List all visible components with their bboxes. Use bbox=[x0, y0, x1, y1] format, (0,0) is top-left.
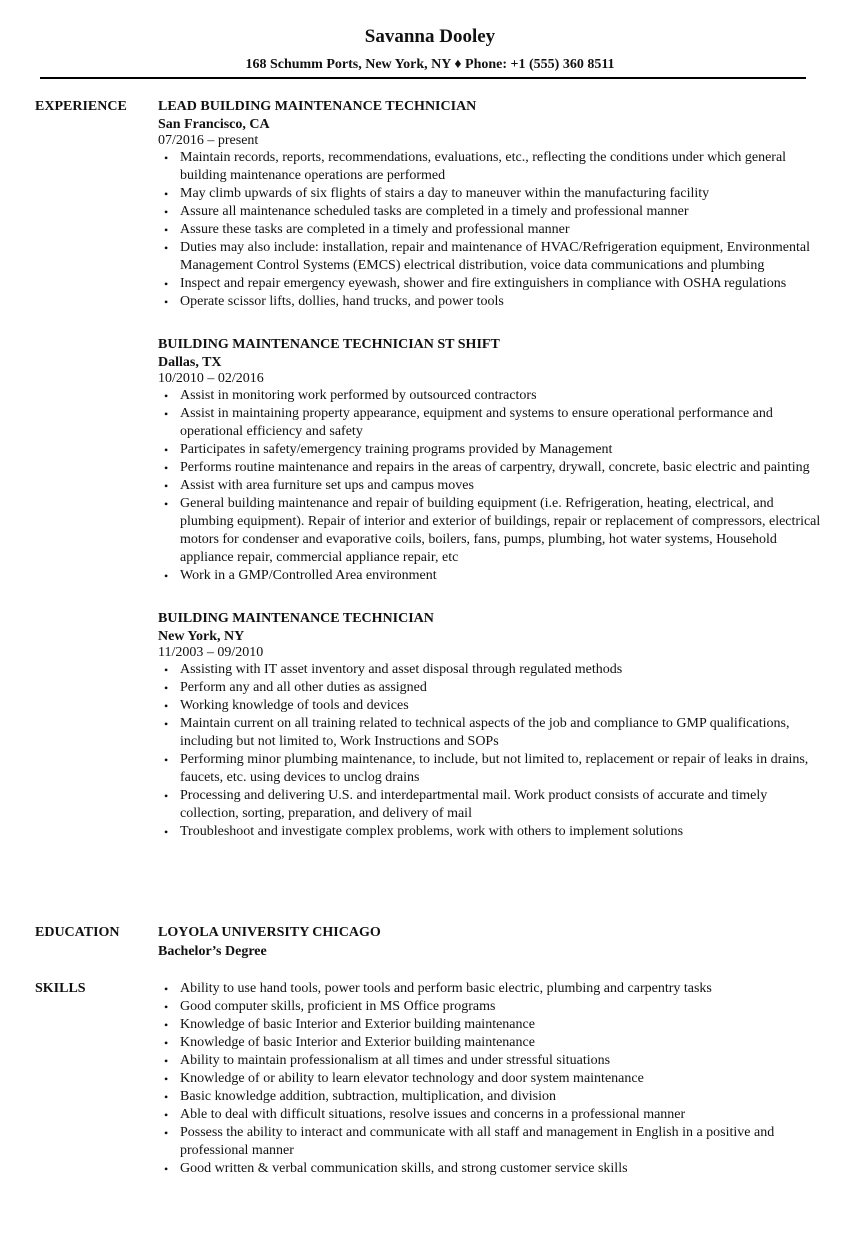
list-item: • Good written & verbal communication skills, and strong customer service skills bbox=[158, 1160, 825, 1178]
job-bullets bbox=[158, 387, 825, 585]
job-entry bbox=[158, 335, 825, 585]
list-item: • Ability to maintain professionalism at all times and under stressful situations bbox=[158, 1052, 825, 1070]
section-label-experience: EXPERIENCE bbox=[35, 99, 127, 114]
job-dates: 10/2010 – 02/2016 bbox=[158, 371, 264, 386]
list-item: • Performs routine maintenance and repairs in the areas of carpentry, drywall, concrete, basic electric and painting bbox=[158, 459, 825, 477]
list-item: • Assure these tasks are completed in a timely and professional manner bbox=[158, 221, 825, 239]
list-item: • Assist with area furniture set ups and campus moves bbox=[158, 477, 825, 495]
list-item: • Basic knowledge addition, subtraction, multiplication, and division bbox=[158, 1088, 825, 1106]
list-item: • Operate scissor lifts, dollies, hand trucks, and power tools bbox=[158, 293, 825, 311]
list-item: • Inspect and repair emergency eyewash, shower and fire extinguishers in compliance with OSHA regulations bbox=[158, 275, 825, 293]
job-title: BUILDING MAINTENANCE TECHNICIAN ST SHIFT bbox=[158, 337, 500, 352]
skills-list bbox=[158, 980, 825, 1178]
list-item: • General building maintenance and repair of building equipment (i.e. Refrigeration, heating, electrical, and plumbing equipment). Repair of interior and exterior of buildings, repair or replacement of compressors, electrical motors for condenser and evaporative coils, boilers, fans, pumps, plumbing, hot water systems, Household appliance repair, commercial appliance repair, etc bbox=[158, 495, 825, 567]
list-item: • Maintain records, reports, recommendations, evaluations, etc., reflecting the conditions under which general building maintenance operations are performed bbox=[158, 149, 825, 185]
list-item: • Working knowledge of tools and devices bbox=[158, 697, 825, 715]
list-item: • Assist in monitoring work performed by outsourced contractors bbox=[158, 387, 825, 405]
job-list bbox=[158, 97, 825, 841]
job-bullets bbox=[158, 661, 825, 841]
list-item: • Ability to use hand tools, power tools and perform basic electric, plumbing and carpentry tasks bbox=[158, 980, 825, 998]
job-location: Dallas, TX bbox=[158, 355, 222, 370]
list-item: • Troubleshoot and investigate complex problems, work with others to implement solutions bbox=[158, 823, 825, 841]
list-item: • May climb upwards of six flights of stairs a day to maneuver within the manufacturing facility bbox=[158, 185, 825, 203]
list-item: • Maintain current on all training related to technical aspects of the job and compliance to GMP qualifications, including but not limited to, Work Instructions and SOPs bbox=[158, 715, 825, 751]
list-item: • Performing minor plumbing maintenance, to include, but not limited to, replacement or repair of leaks in drains, faucets, etc. using devices to unclog drains bbox=[158, 751, 825, 787]
job-dates: 07/2016 – present bbox=[158, 133, 259, 148]
list-item: • Duties may also include: installation, repair and maintenance of HVAC/Refrigeration equipment, Environmental Management Control Systems (EMCS) electrical distribution, voice data communications and plumbing bbox=[158, 239, 825, 275]
job-title: LEAD BUILDING MAINTENANCE TECHNICIAN bbox=[158, 99, 477, 114]
education-section bbox=[35, 923, 825, 961]
section-label-skills: SKILLS bbox=[35, 981, 86, 996]
candidate-name: Savanna Dooley bbox=[364, 26, 496, 47]
school-name: LOYOLA UNIVERSITY CHICAGO bbox=[158, 925, 381, 940]
list-item: • Perform any and all other duties as assigned bbox=[158, 679, 825, 697]
resume-header bbox=[0, 24, 860, 74]
section-label-education: EDUCATION bbox=[35, 925, 120, 940]
job-location: New York, NY bbox=[158, 629, 245, 644]
list-item: • Work in a GMP/Controlled Area environment bbox=[158, 567, 825, 585]
list-item: • Knowledge of basic Interior and Exterior building maintenance bbox=[158, 1034, 825, 1052]
job-title: BUILDING MAINTENANCE TECHNICIAN bbox=[158, 611, 434, 626]
list-item: • Assure all maintenance scheduled tasks are completed in a timely and professional manner bbox=[158, 203, 825, 221]
list-item: • Assist in maintaining property appearance, equipment and systems to ensure operational performance and operational efficiency and safety bbox=[158, 405, 825, 441]
contact-line: 168 Schumm Ports, New York, NY ♦ Phone: +1 (555) 360 8511 bbox=[245, 57, 615, 72]
list-item: • Participates in safety/emergency training programs provided by Management bbox=[158, 441, 825, 459]
list-item: • Processing and delivering U.S. and interdepartmental mail. Work product consists of accurate and timely collection, sorting, preparation, and delivery of mail bbox=[158, 787, 825, 823]
job-bullets bbox=[158, 149, 825, 311]
header-divider bbox=[40, 77, 806, 79]
list-item: • Knowledge of or ability to learn elevator technology and door system maintenance bbox=[158, 1070, 825, 1088]
experience-section bbox=[35, 97, 825, 865]
job-entry bbox=[158, 609, 825, 841]
list-item: • Assisting with IT asset inventory and asset disposal through regulated methods bbox=[158, 661, 825, 679]
job-location: San Francisco, CA bbox=[158, 117, 270, 132]
list-item: • Possess the ability to interact and communicate with all staff and management in English in a positive and professional manner bbox=[158, 1124, 825, 1160]
degree: Bachelor’s Degree bbox=[158, 944, 267, 959]
job-dates: 11/2003 – 09/2010 bbox=[158, 645, 264, 660]
list-item: • Knowledge of basic Interior and Exterior building maintenance bbox=[158, 1016, 825, 1034]
list-item: • Able to deal with difficult situations, resolve issues and concerns in a professional manner bbox=[158, 1106, 825, 1124]
job-entry bbox=[158, 97, 825, 311]
skills-section bbox=[35, 980, 825, 1178]
list-item: • Good computer skills, proficient in MS Office programs bbox=[158, 998, 825, 1016]
